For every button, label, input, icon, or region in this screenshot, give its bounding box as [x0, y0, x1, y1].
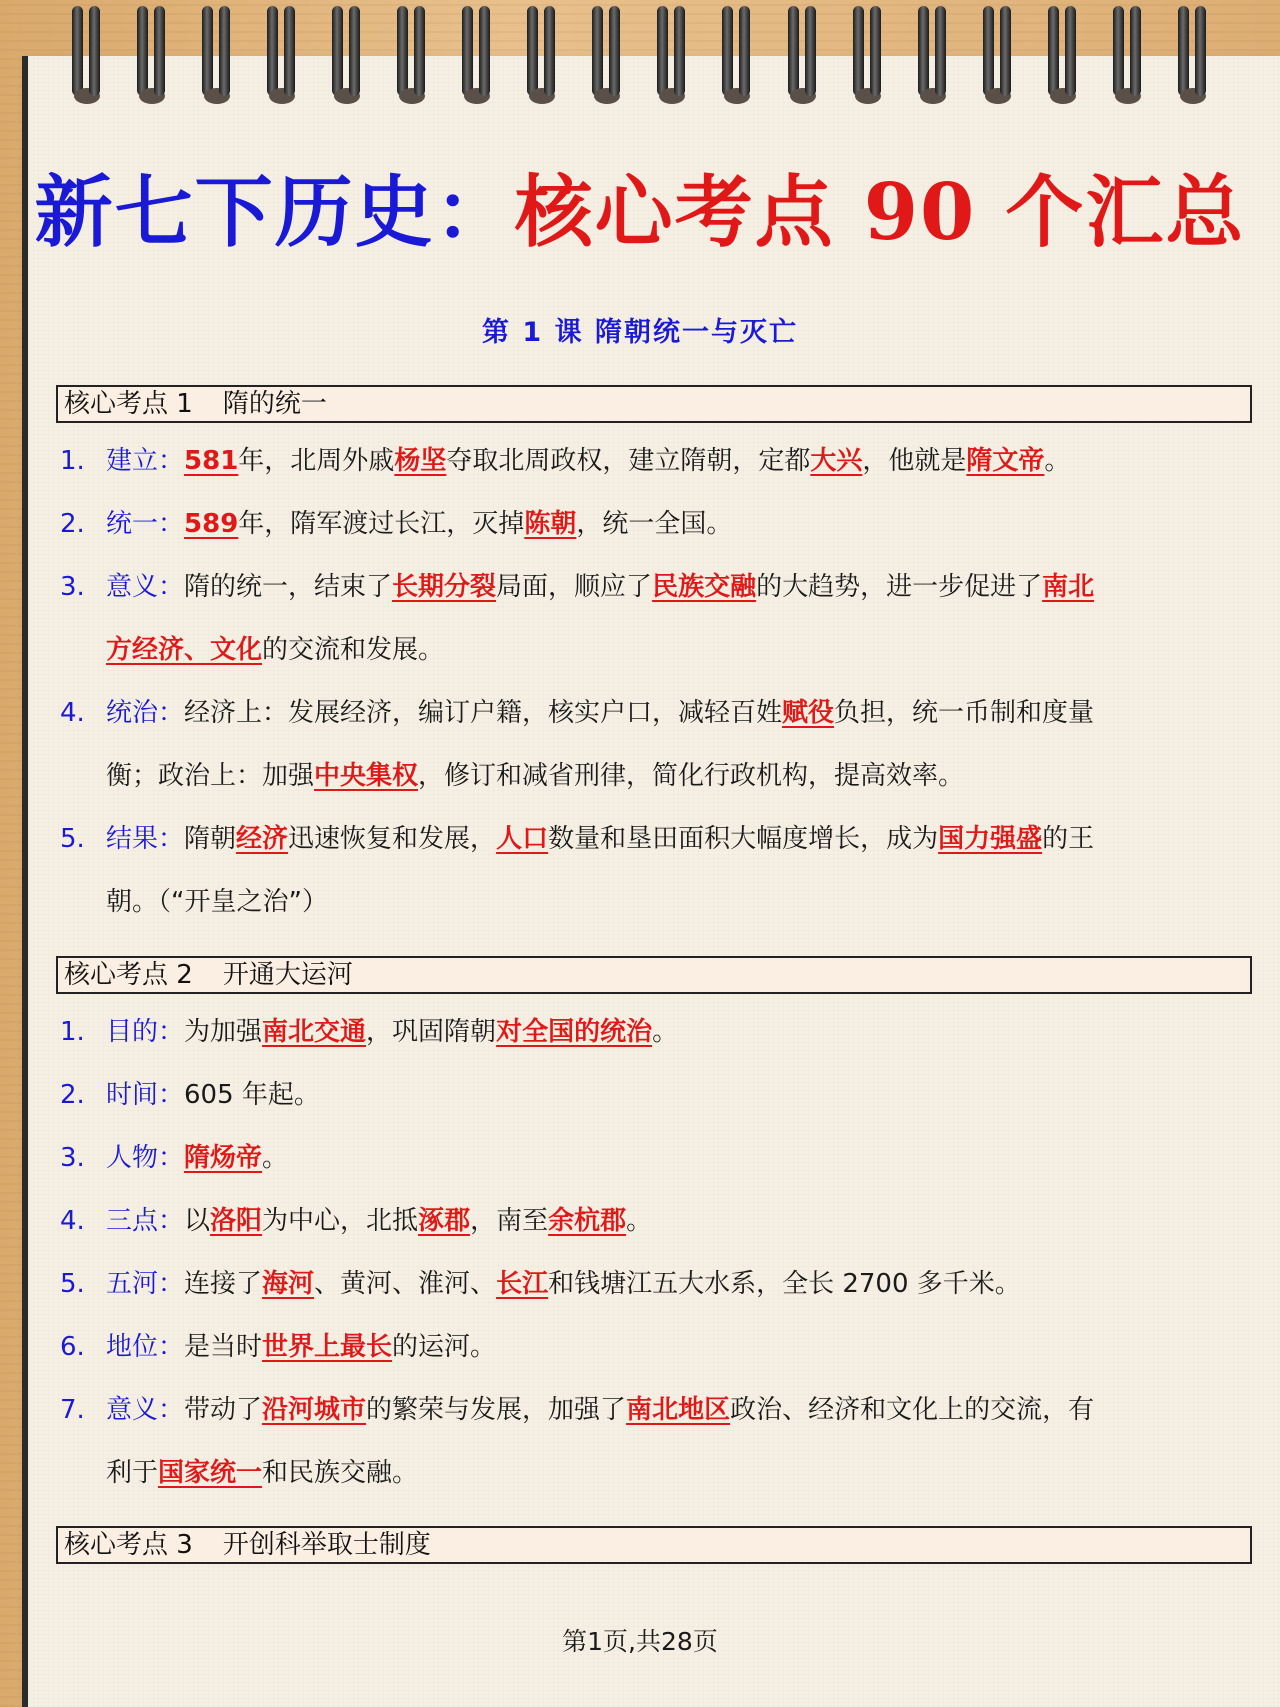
binding-ring — [525, 0, 559, 104]
list-item: 5. 结果：隋朝经济迅速恢复和发展，人口数量和垦田面积大幅度增长，成为国力强盛的王 朝。（“开皇之治”） — [60, 824, 1095, 917]
binding-ring — [590, 0, 624, 104]
binding-ring — [981, 0, 1015, 104]
list-item: 1. 目的：为加强南北交通，巩固隋朝对全国的统治。 — [60, 1017, 679, 1047]
binding-ring — [655, 0, 689, 104]
binding-ring — [720, 0, 754, 104]
binding-ring — [70, 0, 104, 104]
list-item: 2. 时间：605 年起。 — [60, 1080, 320, 1110]
section-header-3: 核心考点 3 开创科举取士制度 — [56, 1526, 1252, 1564]
binding-ring — [200, 0, 234, 104]
list-item: 1. 建立：581年，北周外戚杨坚夺取北周政权，建立隋朝，定都大兴，他就是隋文帝。 — [60, 446, 1071, 476]
binding-ring — [330, 0, 364, 104]
binding-ring — [135, 0, 169, 104]
lesson-heading: 第 1 课 隋朝统一与灭亡 — [482, 317, 798, 348]
binding-ring — [1176, 0, 1210, 104]
list-item: 2. 统一：589年，隋军渡过长江，灭掉陈朝，统一全国。 — [60, 509, 733, 539]
binding-ring — [851, 0, 885, 104]
binding-ring — [916, 0, 950, 104]
list-item: 3. 意义：隋的统一，结束了长期分裂局面，顺应了民族交融的大趋势，进一步促进了南北 方经济、文化的交流和发展。 — [60, 572, 1095, 665]
binding-ring — [1111, 0, 1145, 104]
binding-ring — [265, 0, 299, 104]
list-item: 3. 人物：隋炀帝。 — [60, 1143, 289, 1173]
list-item: 7. 意义：带动了沿河城市的繁荣与发展，加强了南北地区政治、经济和文化上的交流，有 利于国家统一和民族交融。 — [60, 1395, 1095, 1488]
section-header-1: 核心考点 1 隋的统一 — [56, 385, 1252, 423]
binding-ring — [395, 0, 429, 104]
page-number: 第1页,共28页 — [562, 1627, 718, 1656]
list-item: 4. 三点：以洛阳为中心，北抵涿郡，南至余杭郡。 — [60, 1206, 653, 1236]
binding-ring — [1046, 0, 1080, 104]
list-item: 5. 五河：连接了海河、黄河、淮河、长江和钱塘江五大水系，全长 2700 多千米。 — [60, 1269, 1021, 1299]
section-header-2: 核心考点 2 开通大运河 — [56, 956, 1252, 994]
page-title: 新七下历史：核心考点 90 个汇总 — [34, 167, 1246, 258]
binding-ring — [460, 0, 494, 104]
list-item: 6. 地位：是当时世界上最长的运河。 — [60, 1332, 497, 1362]
binding-ring — [786, 0, 820, 104]
spiral-binding — [70, 0, 1210, 110]
list-item: 4. 统治：经济上：发展经济，编订户籍，核实户口，减轻百姓赋役负担，统一币制和度量 衡；政治上：加强中央集权，修订和减省刑律，简化行政机构，提高效率。 — [60, 698, 1095, 791]
